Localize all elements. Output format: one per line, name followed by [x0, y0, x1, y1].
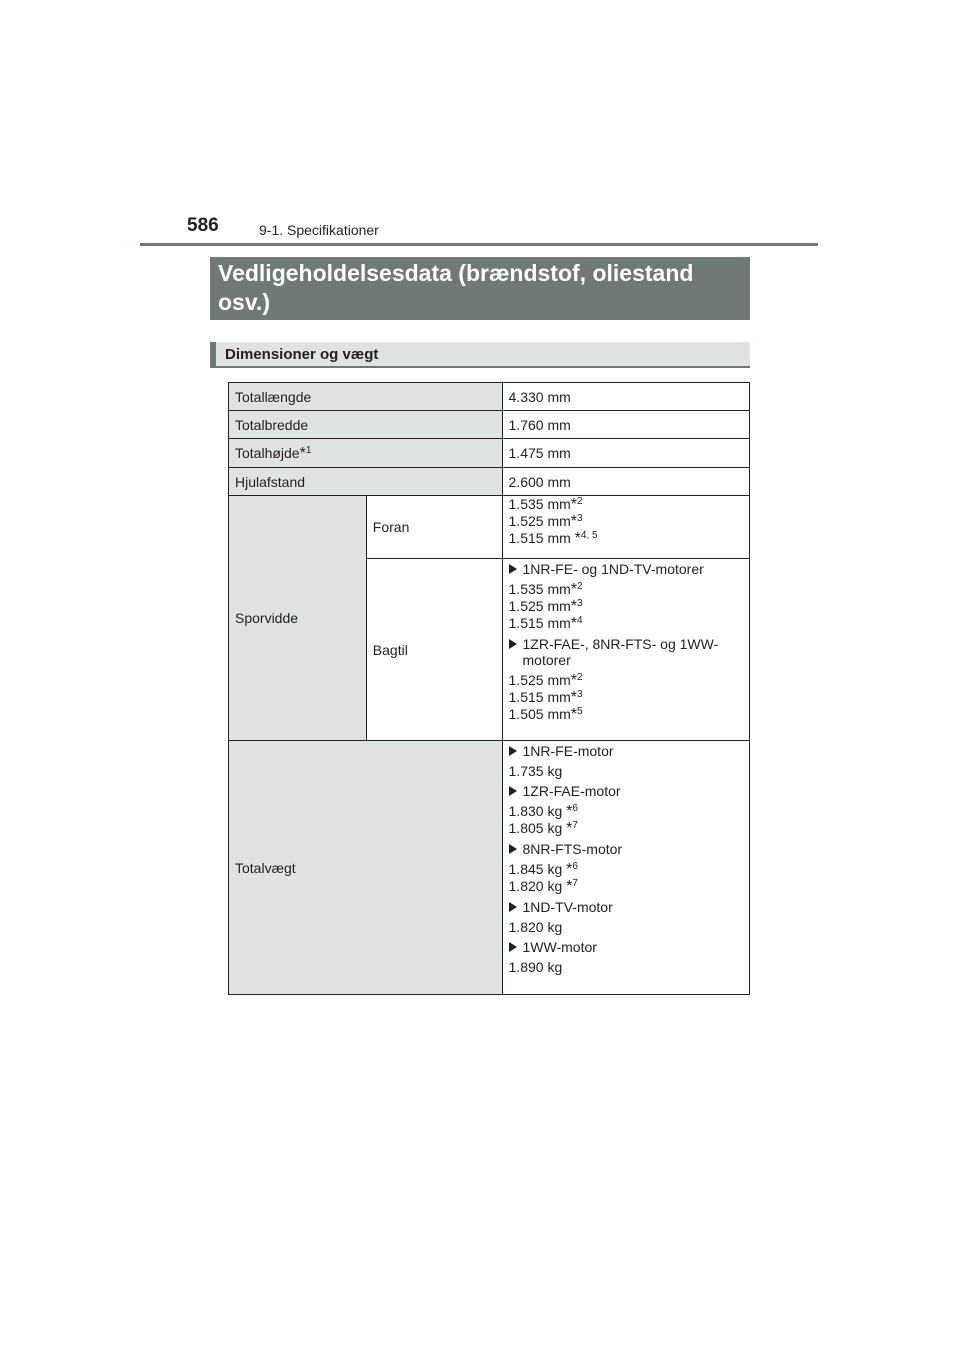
engine-name: 8NR-FTS-motor	[522, 841, 623, 857]
value-line	[509, 706, 743, 723]
footnote-number: 4	[577, 615, 583, 626]
value-line	[509, 861, 743, 878]
value-line	[509, 763, 743, 779]
footnote-number: 6	[572, 861, 578, 872]
value-line	[509, 803, 743, 820]
value-line	[509, 615, 743, 632]
page-title	[210, 257, 750, 320]
value-text: 1.535 mm	[508, 581, 571, 597]
footnote-star: *	[570, 598, 577, 615]
subheading-accent	[210, 342, 216, 368]
row-label: Totalbredde	[229, 411, 503, 439]
engine-bullet	[509, 899, 743, 915]
engine-bullet	[509, 939, 743, 955]
row-sublabel: Bagtil	[366, 559, 502, 741]
footnote-number: 2	[577, 581, 583, 592]
footnote-number: 1	[305, 444, 312, 456]
footnote-number: 4, 5	[580, 530, 598, 541]
value-line	[509, 496, 743, 513]
page-number: 586	[187, 215, 219, 236]
engine-name: 1ZR-FAE-motor	[522, 783, 621, 799]
engine-name: 1WW-motor	[522, 939, 597, 955]
table-row	[229, 741, 750, 995]
row-label: Totalvægt	[229, 741, 503, 995]
footnote-number: 3	[577, 689, 583, 700]
footnote-number: 2	[577, 672, 583, 683]
subheading	[210, 342, 750, 368]
footnote-star: *	[566, 820, 573, 837]
value-line	[509, 598, 743, 615]
engine-name: 1NR-FE- og 1ND-TV-motorer	[522, 561, 704, 577]
table-row	[229, 411, 750, 439]
value-text: 1.525 mm	[508, 598, 571, 614]
table-row	[229, 496, 750, 559]
engine-name: 1ND-TV-motor	[522, 899, 613, 915]
bullet-triangle-icon	[509, 902, 517, 912]
row-label: Totallængde	[229, 383, 503, 411]
footnote-star: *	[570, 706, 577, 723]
footnote-star: *	[299, 444, 306, 462]
footnote-star: *	[570, 689, 577, 706]
section-label: 9-1. Specifikationer	[259, 222, 379, 238]
value-text: 1.890 kg	[508, 959, 563, 975]
row-value: 1.760 mm	[502, 411, 749, 439]
footnote-star: *	[566, 878, 573, 895]
table-row	[229, 468, 750, 496]
footnote-number: 7	[572, 878, 578, 889]
bullet-triangle-icon	[509, 844, 517, 854]
row-sublabel: Foran	[366, 496, 502, 559]
value-line	[509, 820, 743, 837]
value-text: 1.820 kg	[508, 919, 563, 935]
engine-bullet	[509, 783, 743, 799]
value-text: 1.525 mm	[508, 513, 571, 529]
value-line	[509, 513, 743, 530]
footnote-number: 6	[572, 803, 578, 814]
engine-name: 1ZR-FAE-, 8NR-FTS- og 1WW-motorer	[522, 636, 719, 668]
engine-bullet	[509, 636, 743, 668]
footnote-star: *	[570, 581, 577, 598]
value-text: 1.735 kg	[508, 763, 563, 779]
value-line	[509, 959, 743, 975]
spec-table	[228, 382, 750, 995]
row-value: 4.330 mm	[502, 383, 749, 411]
value-text: 1.515 mm	[508, 689, 571, 705]
value-text: 1.505 mm	[508, 706, 571, 722]
value-text: 1.830 kg	[508, 803, 567, 819]
engine-bullet	[509, 743, 743, 759]
value-line	[509, 581, 743, 598]
footnote-star: *	[570, 672, 577, 689]
value-line	[509, 919, 743, 935]
bullet-triangle-icon	[509, 639, 517, 649]
row-value	[502, 741, 749, 995]
value-text: 1.515 mm	[508, 615, 571, 631]
table-row	[229, 439, 750, 468]
footnote-star: *	[570, 496, 577, 513]
row-value	[502, 496, 749, 559]
footnote-star: *	[570, 513, 577, 530]
footnote-star: *	[566, 803, 573, 820]
bullet-triangle-icon	[509, 786, 517, 796]
header-rule	[140, 243, 818, 246]
value-text: 1.820 kg	[508, 878, 567, 894]
row-value: 1.475 mm	[502, 439, 749, 468]
page-title-line-2: osv.)	[218, 289, 270, 315]
subheading-text: Dimensioner og vægt	[225, 346, 379, 363]
table-row	[229, 383, 750, 411]
row-value	[502, 559, 749, 741]
row-value: 2.600 mm	[502, 468, 749, 496]
row-label	[229, 439, 503, 468]
value-text: 1.805 kg	[508, 820, 567, 836]
value-line	[509, 672, 743, 689]
bullet-triangle-icon	[509, 942, 517, 952]
row-label: Sporvidde	[229, 496, 367, 741]
value-text: 1.535 mm	[508, 496, 571, 512]
value-text: 1.515 mm	[508, 530, 575, 546]
value-line	[509, 878, 743, 895]
row-label-text: Totalhøjde	[235, 444, 300, 461]
value-text: 1.845 kg	[508, 861, 567, 877]
footnote-star: *	[566, 861, 573, 878]
page-title-line-1: Vedligeholdelsesdata (brændstof, oliestand	[218, 260, 694, 286]
footnote-number: 7	[572, 820, 578, 831]
footnote-star: *	[574, 530, 581, 547]
footnote-number: 3	[577, 513, 583, 524]
row-label: Hjulafstand	[229, 468, 503, 496]
value-line	[509, 530, 743, 547]
value-line	[509, 689, 743, 706]
engine-bullet	[509, 561, 743, 577]
value-text: 1.525 mm	[508, 672, 571, 688]
footnote-number: 3	[577, 598, 583, 609]
engine-name: 1NR-FE-motor	[522, 743, 614, 759]
bullet-triangle-icon	[509, 564, 517, 574]
engine-bullet	[509, 841, 743, 857]
footnote-number: 5	[577, 706, 583, 717]
footnote-star: *	[570, 615, 577, 632]
bullet-triangle-icon	[509, 746, 517, 756]
footnote-number: 2	[577, 496, 583, 507]
